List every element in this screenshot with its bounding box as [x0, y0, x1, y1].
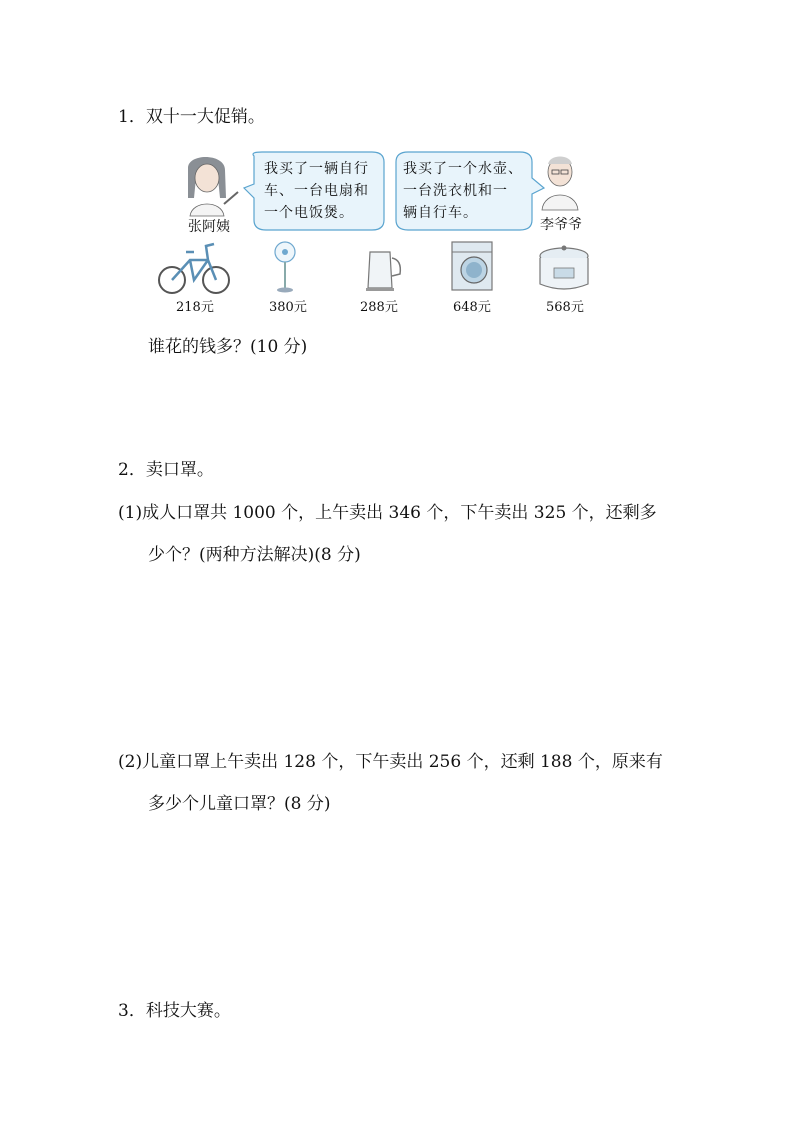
grandpa-name-label: 李爷爷: [540, 217, 582, 233]
grandpa-icon: [542, 157, 578, 211]
kettle-icon: [366, 252, 400, 291]
question-2-part-2-line-2: 多少个儿童口罩？(8 分): [148, 794, 331, 814]
grandpa-bubble-line-3: 辆自行车。: [403, 205, 478, 221]
washing-machine-icon: [452, 242, 492, 290]
question-2-title: 2．卖口罩。: [118, 460, 214, 480]
shopping-illustration: [150, 148, 600, 318]
aunt-bubble-line-2: 车、一台电扇和: [264, 183, 369, 199]
question-1-title: 1．双十一大促销。: [118, 107, 265, 127]
question-2-part-2-line-1: (2)儿童口罩上午卖出 128 个，下午卖出 256 个，还剩 188 个，原来有: [118, 752, 663, 772]
aunt-icon: [188, 157, 238, 216]
aunt-name-label: 张阿姨: [188, 219, 230, 235]
grandpa-bubble-line-2: 一台洗衣机和一: [403, 183, 508, 199]
question-3-title: 3．科技大赛。: [118, 1001, 231, 1021]
aunt-bubble-line-1: 我买了一辆自行: [264, 161, 369, 177]
grandpa-bubble-line-1: 我买了一个水壶、: [403, 161, 523, 177]
fan-price: 380元: [269, 300, 307, 315]
washing-machine-price: 648元: [453, 300, 491, 315]
question-1-prompt: 谁花的钱多？(10 分): [148, 337, 308, 357]
rice-cooker-price: 568元: [546, 300, 584, 315]
rice-cooker-icon: [540, 246, 588, 290]
aunt-bubble-line-3: 一个电饭煲。: [264, 205, 354, 221]
question-2-part-1-line-2: 少个？(两种方法解决)(8 分): [148, 545, 361, 565]
bicycle-icon: [159, 244, 229, 293]
question-2-part-1-line-1: (1)成人口罩共 1000 个，上午卖出 346 个，下午卖出 325 个，还剩多: [118, 503, 657, 523]
electric-fan-icon: [275, 242, 295, 293]
bicycle-price: 218元: [176, 300, 214, 315]
kettle-price: 288元: [360, 300, 398, 315]
